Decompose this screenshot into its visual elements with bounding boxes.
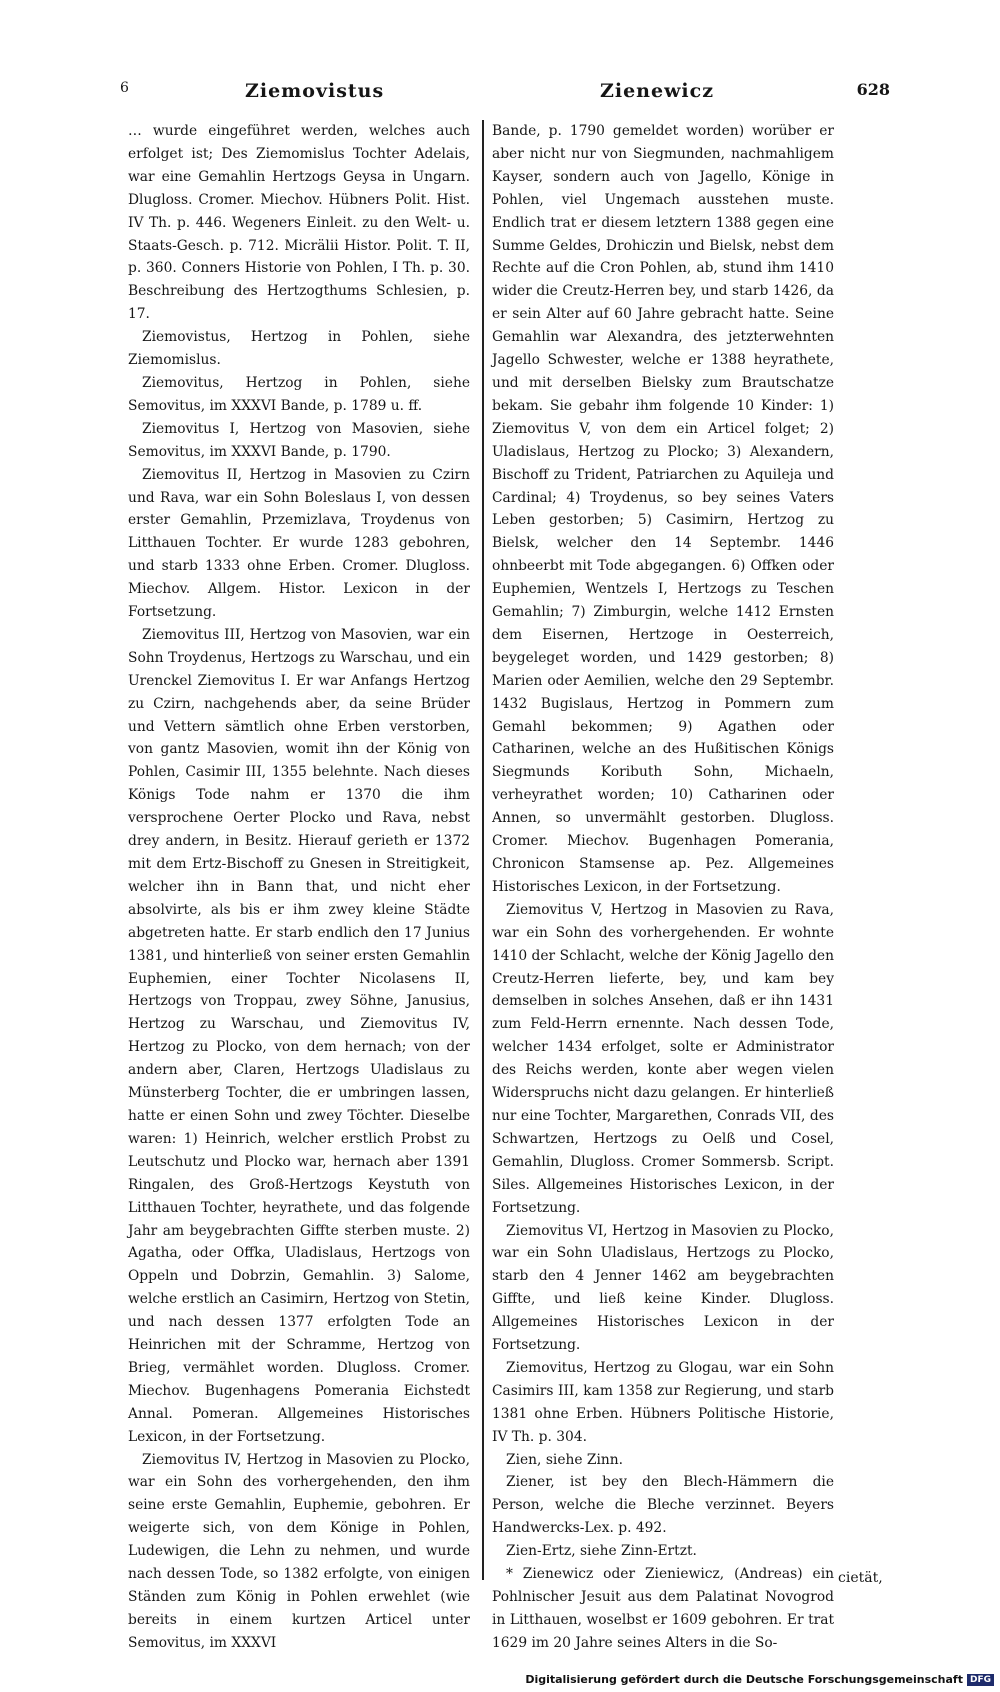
text-paragraph: Ziener, ist bey den Blech-Hämmern die Person, welche die Bleche verzinnet. Beyers Handwercks-Lex. p. 492. <box>492 1474 834 1537</box>
catchword: cietät, <box>838 1570 883 1586</box>
text-paragraph: Ziemovitus VI, Hertzog in Masovien zu Plocko, war ein Sohn Uladislaus, Hertzogs zu Plocko, starb den 4 Jenner 1462 am beygebrachten Giffte, und ließ keine Kinder. Dlugloss. Allgemeines Historisches Lexicon in der Fortsetzung. <box>492 1222 834 1354</box>
page-number-right: 628 <box>856 80 890 99</box>
text-paragraph: Ziemovitus II, Hertzog in Masovien zu Czirn und Rava, war ein Sohn Boleslaus I, von dessen erster Gemahlin, Przemizlava, Troydenus von Litthauen Tochter. Er wurde 1283 gebohren, und starb 1333 ohne Erben. Cromer. Dlugloss. Miechov. Allgem. Histor. Lexicon in der Fortsetzung. <box>128 466 470 621</box>
digitization-credit <box>525 1673 994 1686</box>
running-head-right: Zienewicz <box>600 80 715 102</box>
text-paragraph: Bande, p. 1790 gemeldet worden) worüber er aber nicht nur von Siegmunden, nachmahligem Kayser, sondern auch von Jagello, Könige in Pohlen, viel Ungemach ausstehen muste. Endlich trat er diesem letztern 1388 gegen eine Summe Geldes, Drohiczin und Bielsk, nebst dem Rechte auf die Cron Pohlen, ab, stund ihm 1410 wider die Creutz-Herren bey, und starb 1426, da er sein Alter auf 60 Jahre gebracht hatte. Seine Gemahlin war Alexandra, des jetzterwehnten Jagello Schwester, welche er 1388 heyrathete, und mit derselben Bielsky zum Brautschatze bekam. Sie gebahr ihm folgende 10 Kinder: 1) Ziemovitus V, von dem ein Articel folget; 2) Uladislaus, Hertzog zu Plocko; 3) Alexandern, Bischoff zu Trident, Patriarchen zu Aquileja und Cardinal; 4) Troydenus, so bey seines Vaters Leben gestorben; 5) Casimirn, Hertzog zu Bielsk, welcher den 14 Septembr. 1446 ohnbeerbt mit Tode abgegangen. 6) Offken oder Euphemien, Wentzels I, Hertzogs zu Teschen Gemahlin; 7) Zimburgin, welche 1412 Ernsten dem Eisernen, Hertzoge in Oesterreich, beygeleget worden, und 1429 gestorben; 8) Marien oder Aemilien, welche den 29 Septembr. 1432 Bugislaus, Hertzog in Pommern zum Gemahl bekommen; 9) Agathen oder Catharinen, welche an des Hußitischen Königs Siegmunds Koributh Sohn, Michaeln, verheyrathet worden; 10) Catharinen oder Annen, so unvermählt gestorben. Dlugloss. Cromer. Miechov. Bugenhagen Pomerania, Chronicon Stamsense ap. Pez. Allgemeines Historisches Lexicon, in der Fortsetzung. <box>492 123 834 895</box>
text-paragraph: Ziemovitus I, Hertzog von Masovien, siehe Semovitus, im XXXVI Bande, p. 1790. <box>128 420 470 460</box>
dfg-logo: DFG <box>967 1674 994 1686</box>
credit-text: Digitalisierung gefördert durch die Deutsche Forschungsgemeinschaft <box>525 1673 963 1686</box>
text-paragraph: Ziemovitus IV, Hertzog in Masovien zu Plocko, war ein Sohn des vorhergehenden, den ihm seine erste Gemahlin, Euphemie, gebohren. Er weigerte sich, von dem Könige in Pohlen, Ludewigen, die Lehn zu nehmen, und wurde nach dessen Tode, so 1382 erfolgte, von einigen Ständen zum König in Pohlen erwehlet (wie bereits in einem kurtzen Articel unter Semovitus, im XXXVI <box>128 1451 470 1651</box>
text-paragraph: Ziemovitus III, Hertzog von Masovien, war ein Sohn Troydenus, Hertzogs zu Warschau, und ein Urenckel Ziemovitus I. Er war Anfangs Hertzog zu Czirn, nachgehends aber, da seine Brüder und Vettern sämtlich ohne Erben verstorben, von gantz Masovien, womit ihn der König von Pohlen, Casimir III, 1355 belehnte. Nach dieses Königs Tode nahm er 1370 die ihm versprochene Oerter Plocko und Rava, nebst drey andern, in Besitz. Hierauf gerieth er 1372 mit dem Ertz-Bischoff zu Gnesen in Streitigkeit, welcher ihn in Bann that, und nicht eher absolvirte, als bis er ihm zwey kleine Städte abgetreten hatte. Er starb endlich den 17 Junius 1381, und hinterließ von seiner ersten Gemahlin Euphemien, einer Tochter Nicolasens II, Hertzogs von Troppau, zwey Söhne, Janusius, Hertzog zu Warschau, und Ziemovitus IV, Hertzog zu Plocko, von dem hernach; von der andern aber, Claren, Hertzogs Uladislaus zu Münsterberg Tochter, die er umbringen lassen, hatte er einen Sohn und zwey Töchter. Dieselbe waren: 1) Heinrich, welcher erstlich Probst zu Leutschutz und Plocko war, hernach aber 1391 Ringalen, des Groß-Hertzogs Keystuth von Litthauen Tochter, heyrathete, und das folgende Jahr am beygebrachten Giffte sterben muste. 2) Agatha, oder Offka, Uladislaus, Hertzogs von Oppeln und Dobrzin, Gemahlin. 3) Salome, welche erstlich an Casimirn, Hertzog von Stetin, und nach dessen 1377 erfolgten Tode an Heinrichen mit der Schramme, Hertzog von Brieg, vermählet worden. Dlugloss. Cromer. Miechov. Bugenhagens Pomerania Eichstedt Annal. Pomeran. Allgemeines Historisches Lexicon, in der Fortsetzung. <box>128 626 470 1445</box>
text-paragraph: Ziemovitus V, Hertzog in Masovien zu Rava, war ein Sohn des vorhergehenden. Er wohnte 1410 der Schlacht, welche der König Jagello den Creutz-Herren lieferte, bey, und kam bey demselben in solches Ansehen, daß er ihn 1431 zum Feld-Herrn ernennte. Nach dessen Tode, welcher 1434 erfolget, solte er Administrator des Reichs werden, konte aber wegen vielen Widerspruchs nicht dazu gelangen. Er hinterließ nur eine Tochter, Margarethen, Conrads VII, des Schwartzen, Hertzogs zu Oelß und Cosel, Gemahlin, Dlugloss. Cromer Sommersb. Script. Siles. Allgemeines Historisches Lexicon, in der Fortsetzung. <box>492 901 834 1216</box>
text-paragraph: Ziemovitus, Hertzog in Pohlen, siehe Semovitus, im XXXVI Bande, p. 1789 u. ff. <box>128 374 470 414</box>
page-header <box>120 80 890 110</box>
text-paragraph: Ziemovitus, Hertzog zu Glogau, war ein Sohn Casimirs III, kam 1358 zur Regierung, und starb 1381 ohne Erben. Hübners Politische Historie, IV Th. p. 304. <box>492 1359 834 1445</box>
text-paragraph: Ziemovistus, Hertzog in Pohlen, siehe Ziemomislus. <box>128 329 470 369</box>
right-text-column <box>492 120 834 1655</box>
text-paragraph: Zien-Ertz, siehe Zinn-Ertzt. <box>506 1543 697 1560</box>
text-paragraph: Zien, siehe Zinn. <box>506 1451 624 1468</box>
text-paragraph: … wurde eingeführet werden, welches auch erfolget ist; Des Ziemomislus Tochter Adelais, war eine Gemahlin Hertzogs Geysa in Ungarn. Dlugloss. Cromer. Miechov. Hübners Polit. Hist. IV Th. p. 446. Wegeners Einleit. zu den Welt- u. Staats-Gesch. p. 712. Micrälii Histor. Polit. T. II, p. 360. Conners Historie von Pohlen, I Th. p. 30. Beschreibung des Hertzogthums Schlesien, p. 17. <box>128 123 470 323</box>
column-divider <box>482 120 484 1580</box>
left-text-column <box>128 120 470 1655</box>
text-paragraph: * Zienewicz oder Zieniewicz, (Andreas) ein Pohlnischer Jesuit aus dem Palatinat Novogrod in Litthauen, woselbst er 1609 gebohren. Er trat 1629 im 20 Jahre seines Alters in die So- <box>492 1566 834 1651</box>
running-head-left: Ziemovistus <box>245 80 385 102</box>
page-number-left: 6 <box>120 80 129 96</box>
